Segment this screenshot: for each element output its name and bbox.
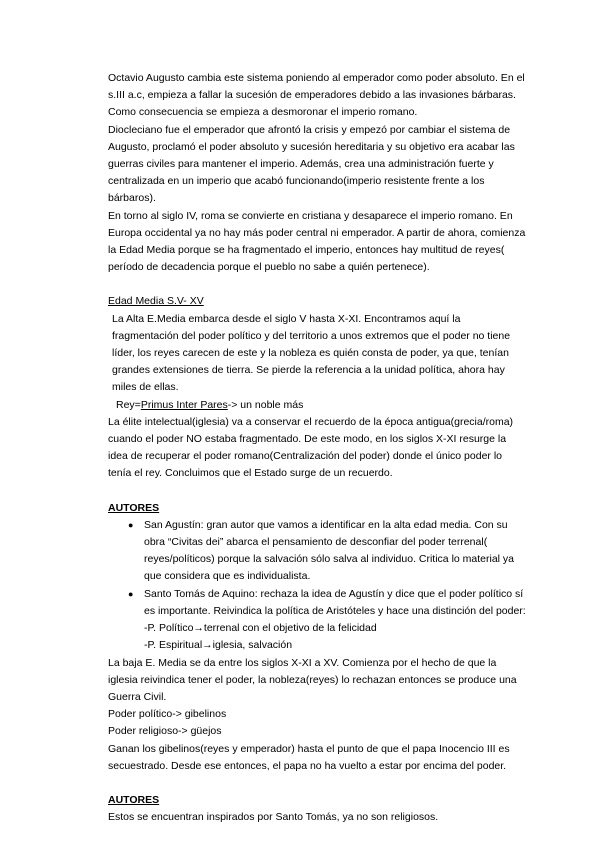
rey-line — [108, 397, 528, 414]
primus-inter-pares-term: Primus Inter Pares — [140, 398, 228, 411]
sub-item-poder-espiritual: -P. Espiritual→iglesia, salvación — [144, 639, 293, 652]
list-item-san-agustin — [108, 517, 528, 586]
poder-religioso-line: Poder religioso-> güejos — [108, 725, 222, 738]
list-item-text: Santo Tomás de Aquino: rechaza la idea de Agustín y dice que el poder político sí es importante. Reivindica la política de Aristóteles y hace una distinción del poder: — [144, 587, 526, 617]
rey-prefix: Rey= — [116, 398, 141, 411]
intro-paragraph-2: Diocleciano fue el emperador que afrontó la crisis y empezó por cambiar el sistema de Augusto, proclamó el poder absoluto y sucesión hereditaria y su objetivo era acabar las guerras civiles para mantener el imperio. Además, crea una administración fuerte y centralizada en un imperio que acabó funcionando(imperio resistente frente a los bárbaros). — [108, 123, 515, 205]
edad-media-paragraph-2: La élite intelectual(iglesia) va a conservar el recuerdo de la época antigua(grecia/roma) cuando el poder NO estaba fragmentado. De este modo, en los siglos X-XI resurge la idea de recuperar el poder romano(Centralización del poder) donde el único poder lo tenía el rey. Concluimos que el Estado surge de un recuerdo. — [108, 415, 514, 480]
rey-suffix: -> un noble más — [227, 398, 304, 411]
autores-heading-2: AUTORES — [108, 793, 160, 806]
ganan-gibelinos-paragraph: Ganan los gibelinos(reyes y emperador) hasta el punto de que el papa Inocencio III es secuestrado. Desde ese entonces, el papa no ha vuelto a estar por encima del poder. — [108, 742, 510, 772]
baja-edad-media-paragraph: La baja E. Media se da entre los siglos X-XI a XV. Comienza por el hecho de que la iglesia reivindica tener el poder, la nobleza(reyes) lo rechazan entonces se produce una Guerra Civil. — [108, 656, 517, 703]
autores-2-text: Estos se encuentran inspirados por Santo Tomás, ya no son religiosos. — [108, 811, 439, 824]
sub-item-poder-politico: -P. Político→terrenal con el objetivo de la felicidad — [144, 622, 377, 635]
intro-paragraph-1: Octavio Augusto cambia este sistema poniendo al emperador como poder absoluto. En el s.III a.c, empieza a fallar la sucesión de emperadores debido a las invasiones bárbaras. Como consecuencia se empieza a desmoronar el imperio romano. — [108, 72, 525, 119]
authors-list — [108, 517, 528, 655]
list-item-santo-tomas — [108, 586, 528, 655]
poder-politico-line: Poder político-> gibelinos — [108, 708, 227, 721]
document-body — [108, 70, 528, 826]
bullet-icon: ● — [128, 519, 134, 530]
spacer — [108, 276, 528, 293]
edad-media-paragraph-1: La Alta E.Media embarca desde el siglo V hasta X-XI. Encontramos aquí la fragmentación del poder político y del territorio a unos extremos que el poder no tiene líder, los reyes carecen de este y la nobleza es quién consta de poder, ya que, tenían grandes extensiones de tierra. Se pierde la referencia a la unidad política, ahora hay miles de ellas. — [112, 312, 511, 394]
bullet-icon: ● — [128, 588, 134, 599]
intro-paragraph-3: En torno al siglo IV, roma se convierte en cristiana y desaparece el imperio romano. En Europa occidental ya no hay más poder central ni emperador. A partir de ahora, comienza la Edad Media porque se ha fragmentado el imperio, entonces hay multitud de reyes( período de decadencia porque el pueblo no sabe a quién pertenece). — [108, 209, 526, 274]
spacer — [108, 483, 528, 500]
list-item-text: San Agustín: gran autor que vamos a identificar en la alta edad media. Con su obra “Civitas dei” abarca el pensamiento de desconfiar del poder terrenal( reyes/políticos) porque la salvación sólo salva al individuo. Critica lo material ya que considera que es individualista. — [144, 518, 515, 583]
autores-heading-1: AUTORES — [108, 501, 160, 514]
edad-media-heading: Edad Media S.V- XV — [108, 295, 204, 308]
spacer — [108, 775, 528, 792]
